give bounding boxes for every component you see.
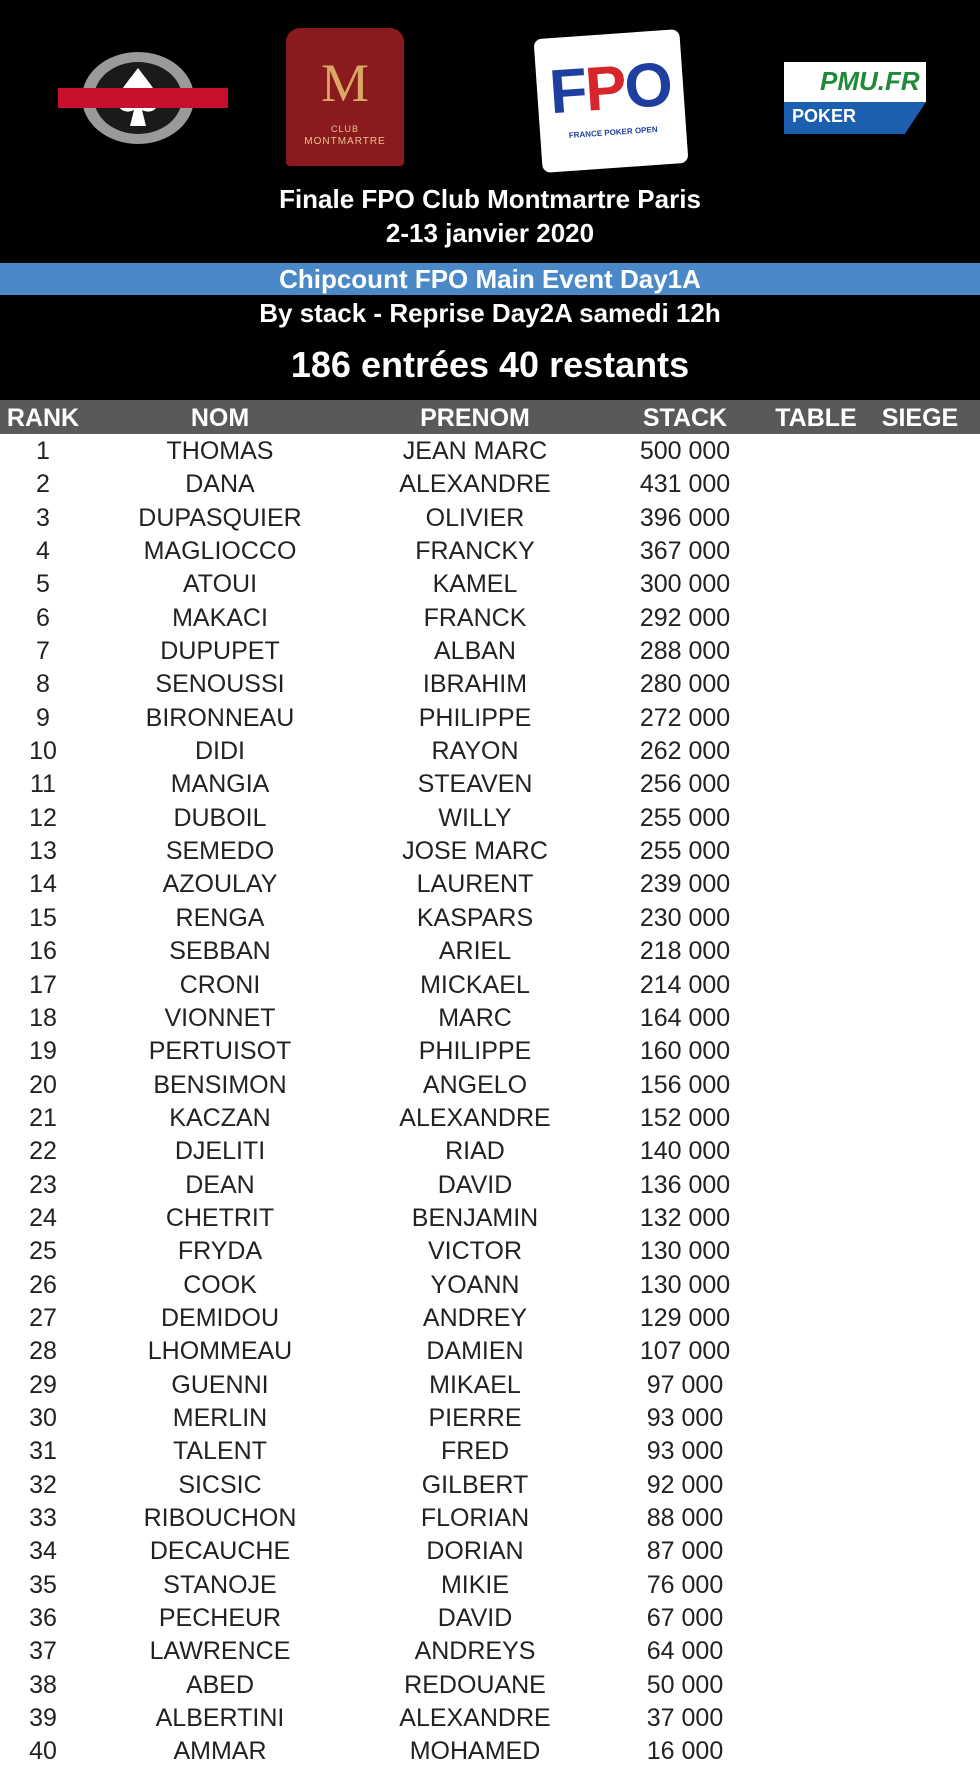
rank-cell: 37 (29, 1637, 57, 1666)
prenom-cell: DORIAN (426, 1537, 524, 1566)
table-row (0, 1136, 980, 1169)
nom-cell: RIBOUCHON (143, 1504, 297, 1532)
nom-cell: AZOULAY (162, 870, 278, 899)
rank-cell: 38 (29, 1670, 57, 1699)
rank-cell: 25 (29, 1237, 57, 1266)
stack-cell: 160 000 (639, 1037, 731, 1066)
prenom-cell: ALEXANDRE (399, 470, 551, 499)
prenom-cell: IBRAHIM (422, 670, 528, 699)
table-row (0, 436, 980, 469)
event-dates: 2-13 janvier 2020 (385, 218, 595, 248)
table-row (0, 736, 980, 769)
table-row (0, 1070, 980, 1103)
prenom-cell: FRANCKY (415, 537, 535, 566)
nom-cell: DEAN (185, 1170, 255, 1199)
nom-cell: DUPUPET (160, 637, 280, 666)
stack-cell: 367 000 (639, 537, 731, 566)
prenom-cell: MARC (438, 1003, 512, 1032)
rank-cell: 17 (29, 970, 57, 999)
prenom-cell: DAVID (437, 1170, 513, 1199)
nom-cell: ABED (185, 1670, 255, 1699)
prenom-cell: WILLY (438, 803, 512, 832)
nom-cell: RENGA (175, 903, 265, 932)
table-row (0, 769, 980, 802)
rank-cell: 10 (29, 737, 57, 766)
rank-cell: 29 (29, 1370, 57, 1399)
stack-cell: 255 000 (639, 837, 731, 866)
prenom-cell: ALEXANDRE (399, 1103, 551, 1132)
stack-cell: 87 000 (646, 1537, 724, 1566)
rank-cell: 11 (30, 770, 56, 799)
prenom-cell: FLORIAN (420, 1504, 530, 1532)
stack-cell: 230 000 (639, 903, 731, 932)
table-row (0, 1703, 980, 1736)
table-row (0, 1336, 980, 1369)
nom-cell: DJELITI (174, 1137, 266, 1166)
stack-cell: 431 000 (639, 470, 731, 499)
rank-cell: 39 (29, 1704, 57, 1733)
stack-cell: 255 000 (639, 803, 731, 832)
stack-cell: 97 000 (646, 1370, 724, 1399)
rank-cell: 12 (29, 803, 57, 832)
nom-cell: AMMAR (173, 1737, 267, 1766)
stack-cell: 129 000 (639, 1303, 731, 1332)
fpo-letters (535, 49, 685, 128)
stack-cell: 76 000 (646, 1570, 724, 1599)
table-row (0, 903, 980, 936)
table-row (0, 1603, 980, 1636)
stack-cell: 164 000 (639, 1003, 731, 1032)
stack-cell: 37 000 (646, 1704, 724, 1733)
table-row (0, 1003, 980, 1036)
stack-cell: 130 000 (639, 1270, 731, 1299)
table-row (0, 1103, 980, 1136)
nom-cell: SENOUSSI (155, 670, 285, 699)
rank-cell: 1 (36, 437, 50, 465)
stack-cell: 396 000 (639, 503, 731, 532)
prenom-cell: PHILIPPE (418, 703, 532, 732)
rank-cell: 32 (29, 1470, 57, 1499)
column-header-rank: RANK (6, 404, 80, 432)
stack-cell: 300 000 (639, 570, 731, 599)
prenom-cell: FRANCK (423, 603, 527, 632)
prenom-cell: ALBAN (434, 637, 516, 666)
table-row (0, 1570, 980, 1603)
rank-cell: 24 (29, 1203, 57, 1232)
rank-cell: 30 (29, 1403, 57, 1432)
column-header-stack: STACK (642, 404, 728, 432)
stack-cell: 132 000 (639, 1203, 731, 1232)
rank-cell: 22 (29, 1137, 57, 1166)
nom-cell: STANOJE (163, 1570, 277, 1599)
table-row (0, 1036, 980, 1069)
pmu-name: PMU.FR (820, 66, 920, 96)
table-row (0, 536, 980, 569)
stack-cell: 140 000 (639, 1137, 731, 1166)
rank-cell: 16 (29, 937, 57, 966)
stack-cell: 239 000 (639, 870, 731, 899)
prenom-cell: DAMIEN (426, 1337, 524, 1366)
nom-cell: KACZAN (169, 1103, 271, 1132)
rank-cell: 31 (29, 1437, 57, 1466)
fpo-tagline: FRANCE POKER OPEN (568, 124, 658, 141)
rank-cell: 28 (29, 1337, 57, 1366)
table-row (0, 869, 980, 902)
stack-cell: 214 000 (639, 970, 731, 999)
rank-cell: 27 (29, 1303, 57, 1332)
column-header-row (0, 400, 980, 434)
prenom-cell: BENJAMIN (411, 1203, 539, 1232)
stack-cell: 67 000 (646, 1604, 724, 1633)
stack-cell: 107 000 (639, 1337, 731, 1366)
stack-cell: 64 000 (646, 1637, 724, 1666)
stack-cell: 88 000 (646, 1504, 724, 1532)
nom-cell: TALENT (173, 1437, 267, 1466)
prenom-cell: MICKAEL (420, 970, 530, 999)
nom-cell: LAWRENCE (149, 1637, 291, 1666)
rank-cell: 36 (29, 1604, 57, 1633)
entries-count: 186 entrées 40 restants (290, 344, 690, 385)
nom-cell: DIDI (195, 737, 245, 766)
stack-cell: 130 000 (639, 1237, 731, 1266)
prenom-cell: FRED (440, 1437, 510, 1466)
prenom-cell: REDOUANE (404, 1670, 546, 1699)
table-row (0, 1403, 980, 1436)
nom-cell: PERTUISOT (148, 1037, 292, 1066)
rank-cell: 21 (29, 1103, 57, 1132)
montmartre-name-text: MONTMARTRE (304, 136, 386, 147)
nom-cell: DANA (185, 470, 255, 499)
fpo-letter-p: P (582, 53, 627, 125)
stack-cell: 218 000 (639, 937, 731, 966)
stack-cell: 93 000 (646, 1437, 724, 1466)
stack-cell: 50 000 (646, 1670, 724, 1699)
nom-cell: PECHEUR (158, 1604, 282, 1633)
fpo-letter-o: O (622, 49, 674, 122)
column-header-table: TABLE (775, 404, 857, 432)
chipcount-table (0, 436, 980, 1770)
table-row (0, 1670, 980, 1703)
prenom-cell: ARIEL (438, 937, 512, 966)
prenom-cell: MOHAMED (409, 1737, 541, 1766)
column-header-prenom: PRENOM (420, 404, 530, 432)
table-row (0, 1270, 980, 1303)
stack-cell: 262 000 (639, 737, 731, 766)
prenom-cell: KAMEL (432, 570, 518, 599)
nom-cell: GUENNI (171, 1370, 269, 1399)
nom-cell: DUBOIL (173, 803, 267, 832)
nom-cell: VIONNET (164, 1003, 276, 1032)
nom-cell: DEMIDOU (160, 1303, 280, 1332)
header (0, 0, 980, 400)
prenom-cell: OLIVIER (425, 503, 525, 532)
table-row (0, 636, 980, 669)
stack-cell: 292 000 (639, 603, 731, 632)
rank-cell: 15 (29, 903, 57, 932)
table-row (0, 1236, 980, 1269)
montmartre-mark: M (320, 53, 369, 113)
rank-cell: 19 (29, 1037, 57, 1066)
prenom-cell: DAVID (437, 1604, 513, 1633)
prenom-cell: STEAVEN (417, 770, 533, 799)
prenom-cell: RIAD (445, 1137, 505, 1166)
table-row (0, 803, 980, 836)
table-row (0, 1470, 980, 1503)
nom-cell: SEMEDO (165, 837, 275, 866)
table-row (0, 469, 980, 502)
club-montmartre-logo (286, 28, 404, 166)
chipcount-title: Chipcount FPO Main Event Day1A (279, 264, 701, 294)
prenom-cell: ANDREYS (414, 1637, 536, 1666)
rank-cell: 14 (29, 870, 57, 899)
prenom-cell: PIERRE (428, 1403, 522, 1432)
prenom-cell: ANGELO (422, 1070, 528, 1099)
prenom-cell: ALEXANDRE (399, 1704, 551, 1733)
pmu-poker-label: POKER (792, 106, 857, 126)
column-header-nom: NOM (190, 404, 250, 432)
nom-cell: LHOMMEAU (147, 1337, 293, 1366)
event-title: Finale FPO Club Montmartre Paris (279, 184, 701, 214)
table-row (0, 1303, 980, 1336)
stack-cell: 280 000 (639, 670, 731, 699)
table-row (0, 603, 980, 636)
table-row (0, 836, 980, 869)
prenom-cell: LAURENT (416, 870, 534, 899)
stack-cell: 288 000 (639, 637, 731, 666)
nom-cell: MAGLIOCCO (143, 537, 297, 566)
table-row (0, 1636, 980, 1669)
rank-cell: 6 (36, 603, 50, 632)
rank-cell: 40 (29, 1737, 57, 1766)
stack-cell: 272 000 (639, 703, 731, 732)
nom-cell: CHETRIT (165, 1203, 275, 1232)
table-row (0, 1503, 980, 1536)
prenom-cell: YOANN (430, 1270, 520, 1299)
rank-cell: 23 (29, 1170, 57, 1199)
prenom-cell: KASPARS (416, 903, 534, 932)
nom-cell: BIRONNEAU (145, 703, 295, 732)
nom-cell: MANGIA (170, 770, 270, 799)
rank-cell: 18 (29, 1003, 57, 1032)
table-row (0, 569, 980, 602)
rank-cell: 2 (36, 470, 50, 499)
column-header-siege: SIEGE (881, 404, 959, 432)
subtitle: By stack - Reprise Day2A samedi 12h (259, 298, 721, 328)
texapoker-logo (58, 50, 228, 150)
nom-cell: MERLIN (172, 1403, 268, 1432)
table-row (0, 1170, 980, 1203)
rank-cell: 9 (36, 703, 50, 732)
prenom-cell: JOSE MARC (402, 837, 548, 866)
rank-cell: 3 (36, 503, 50, 532)
prenom-cell: MIKIE (440, 1570, 510, 1599)
prenom-cell: ANDREY (422, 1303, 528, 1332)
nom-cell: ALBERTINI (155, 1704, 285, 1733)
prenom-cell: RAYON (431, 737, 519, 766)
nom-cell: DUPASQUIER (138, 503, 302, 532)
stack-cell: 156 000 (639, 1070, 731, 1099)
stack-cell: 136 000 (639, 1170, 731, 1199)
fpo-logo (534, 29, 689, 173)
rank-cell: 4 (36, 537, 50, 566)
nom-cell: BENSIMON (153, 1070, 287, 1099)
rank-cell: 35 (29, 1570, 57, 1599)
rank-cell: 20 (29, 1070, 57, 1099)
prenom-cell: JEAN MARC (402, 437, 548, 465)
table-row (0, 1203, 980, 1236)
prenom-cell: PHILIPPE (418, 1037, 532, 1066)
table-row (0, 1370, 980, 1403)
montmartre-club-text: CLUB (330, 124, 359, 134)
stack-cell: 256 000 (639, 770, 731, 799)
nom-cell: DECAUCHE (149, 1537, 291, 1566)
rank-cell: 34 (29, 1537, 57, 1566)
nom-cell: MAKACI (172, 603, 268, 632)
table-row (0, 1536, 980, 1569)
stack-cell: 92 000 (646, 1470, 724, 1499)
nom-cell: THOMAS (166, 437, 274, 465)
nom-cell: SEBBAN (169, 937, 271, 966)
nom-cell: CRONI (179, 970, 261, 999)
table-row (0, 970, 980, 1003)
prenom-cell: MIKAEL (429, 1370, 521, 1399)
pmu-poker-logo (784, 62, 926, 134)
table-row (0, 669, 980, 702)
nom-cell: COOK (183, 1270, 257, 1299)
table-row (0, 703, 980, 736)
rank-cell: 5 (36, 570, 50, 599)
stack-cell: 93 000 (646, 1403, 724, 1432)
nom-cell: FRYDA (177, 1237, 263, 1266)
prenom-cell: VICTOR (428, 1237, 522, 1266)
rank-cell: 33 (29, 1504, 57, 1532)
table-row (0, 1436, 980, 1469)
table-row (0, 503, 980, 536)
nom-cell: ATOUI (182, 570, 258, 599)
nom-cell: SICSIC (178, 1470, 262, 1499)
stack-cell: 152 000 (639, 1103, 731, 1132)
table-row (0, 1736, 980, 1769)
fpo-letter-f: F (547, 55, 588, 128)
rank-cell: 7 (36, 637, 50, 666)
stack-cell: 16 000 (646, 1737, 724, 1766)
rank-cell: 8 (36, 670, 50, 699)
stack-cell: 500 000 (639, 437, 731, 465)
rank-cell: 13 (29, 837, 57, 866)
rank-cell: 26 (29, 1270, 57, 1299)
prenom-cell: GILBERT (421, 1470, 529, 1499)
table-row (0, 936, 980, 969)
